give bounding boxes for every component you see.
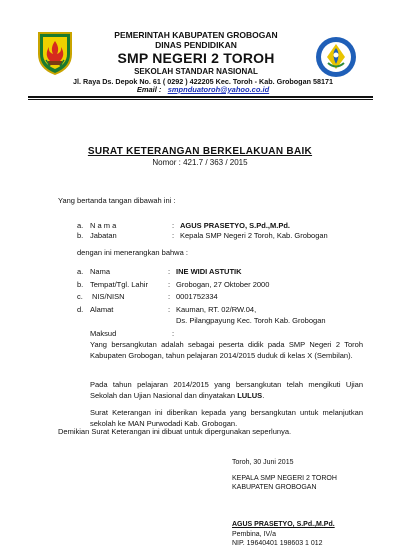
signer-value-name: AGUS PRASETYO, S.Pd.,M.Pd. (180, 221, 291, 230)
letterhead (80, 30, 312, 77)
signer-label-position: Jabatan (90, 231, 117, 240)
tut-wuri-handayani-emblem-icon (315, 36, 357, 78)
student-label-address: Alamat (90, 305, 114, 314)
signer-num-a: a. (77, 221, 84, 230)
student-sep-address: : (168, 305, 171, 314)
letterhead-school-name: SMP NEGERI 2 TOROH (117, 50, 275, 66)
grobogan-regency-crest-icon (36, 30, 74, 76)
student-label-nis: NIS/NISN (92, 292, 125, 301)
signer-num-b: b. (77, 231, 84, 240)
closing-text: Demikian Surat Keterangan ini dibuat untuk dipergunakan seperlunya. (58, 427, 292, 436)
maksud-label: Maksud (90, 329, 117, 338)
maksud-sep: : (172, 329, 175, 338)
intro-text: Yang bertanda tangan dibawah ini : (58, 196, 176, 205)
student-value-nis: 0001752334 (176, 292, 218, 301)
student-num-d: d. (77, 305, 84, 314)
paragraph-graduation-end: . (262, 391, 265, 400)
student-sep-birth: : (168, 280, 171, 289)
student-sep-nis: : (168, 292, 171, 301)
paragraph-enrollment: Yang bersangkutan adalah sebagai peserta didik pada SMP Negeri 2 Toroh Kabupaten Grobogan, tahun pelajaran 2014/2015 duduk di kelas X (Sembilan). (90, 340, 363, 360)
letter-number: Nomor : 421.7 / 363 / 2015 (152, 158, 248, 167)
paragraph-graduation-text: Pada tahun pelajaran 2014/2015 yang bersangkutan telah mengikuti Ujian Sekolah dan Ujian Nasional dan dinyatakan (90, 380, 363, 400)
signer-sep-name: : (172, 221, 175, 230)
paragraph-graduation (90, 379, 363, 401)
student-value-birth: Grobogan, 27 Oktober 2000 (176, 280, 270, 289)
student-value-address: Kauman, RT. 02/RW.04, (176, 305, 257, 314)
graduation-status: LULUS (237, 391, 263, 400)
signer-value-position: Kepala SMP Negeri 2 Toroh, Kab. Grobogan (180, 231, 328, 240)
signature-rank: Pembina, IV/a (232, 531, 276, 538)
signature-position-1: KEPALA SMP NEGERI 2 TOROH (232, 475, 337, 482)
student-value-address-line2: Ds. Pilangpayung Kec. Toroh Kab. Grobogan (176, 316, 326, 325)
student-value-name: INE WIDI ASTUTIK (176, 267, 242, 276)
letterhead-department: DINAS PENDIDIKAN (155, 40, 237, 50)
declare-text: dengan ini menerangkan bahwa : (77, 248, 188, 257)
student-num-a: a. (77, 267, 84, 276)
signature-name: AGUS PRASETYO, S.Pd.,M.Pd. (232, 521, 335, 528)
signature-place-date: Toroh, 30 Juni 2015 (232, 459, 294, 466)
student-num-b: b. (77, 280, 84, 289)
letter-title: SURAT KETERANGAN BERKELAKUAN BAIK (87, 146, 313, 157)
letterhead-divider-thin (28, 99, 373, 100)
student-label-birth: Tempat/Tgl. Lahir (90, 280, 148, 289)
letterhead-address: Jl. Raya Ds. Depok No. 61 ( 0292 ) 422205 Kec. Toroh - Kab. Grobogan 58171 (73, 77, 333, 86)
student-sep-name: : (168, 267, 171, 276)
student-label-name: Nama (90, 267, 111, 276)
letterhead-email-line (28, 85, 378, 95)
letterhead-government: PEMERINTAH KABUPATEN GROBOGAN (114, 30, 278, 40)
email-label: Email : (136, 85, 162, 94)
signature-position-2: KABUPATEN GROBOGAN (232, 484, 317, 491)
paragraph-purpose: Surat Keterangan ini diberikan kepada yang bersangkutan untuk melanjutkan sekolah ke MAN Purwodadi Kab. Grobogan. (90, 408, 363, 428)
signer-sep-position: : (172, 231, 175, 240)
signature-nip: NIP. 19640401 198603 1 012 (232, 540, 323, 547)
signer-label-name: N a m a (90, 221, 117, 230)
student-num-c: c. (77, 292, 83, 301)
email-link[interactable]: smpnduatoroh@yahoo.co.id (167, 85, 270, 94)
letterhead-divider-thick (28, 96, 373, 98)
letterhead-school-status: SEKOLAH STANDAR NASIONAL (134, 67, 258, 76)
